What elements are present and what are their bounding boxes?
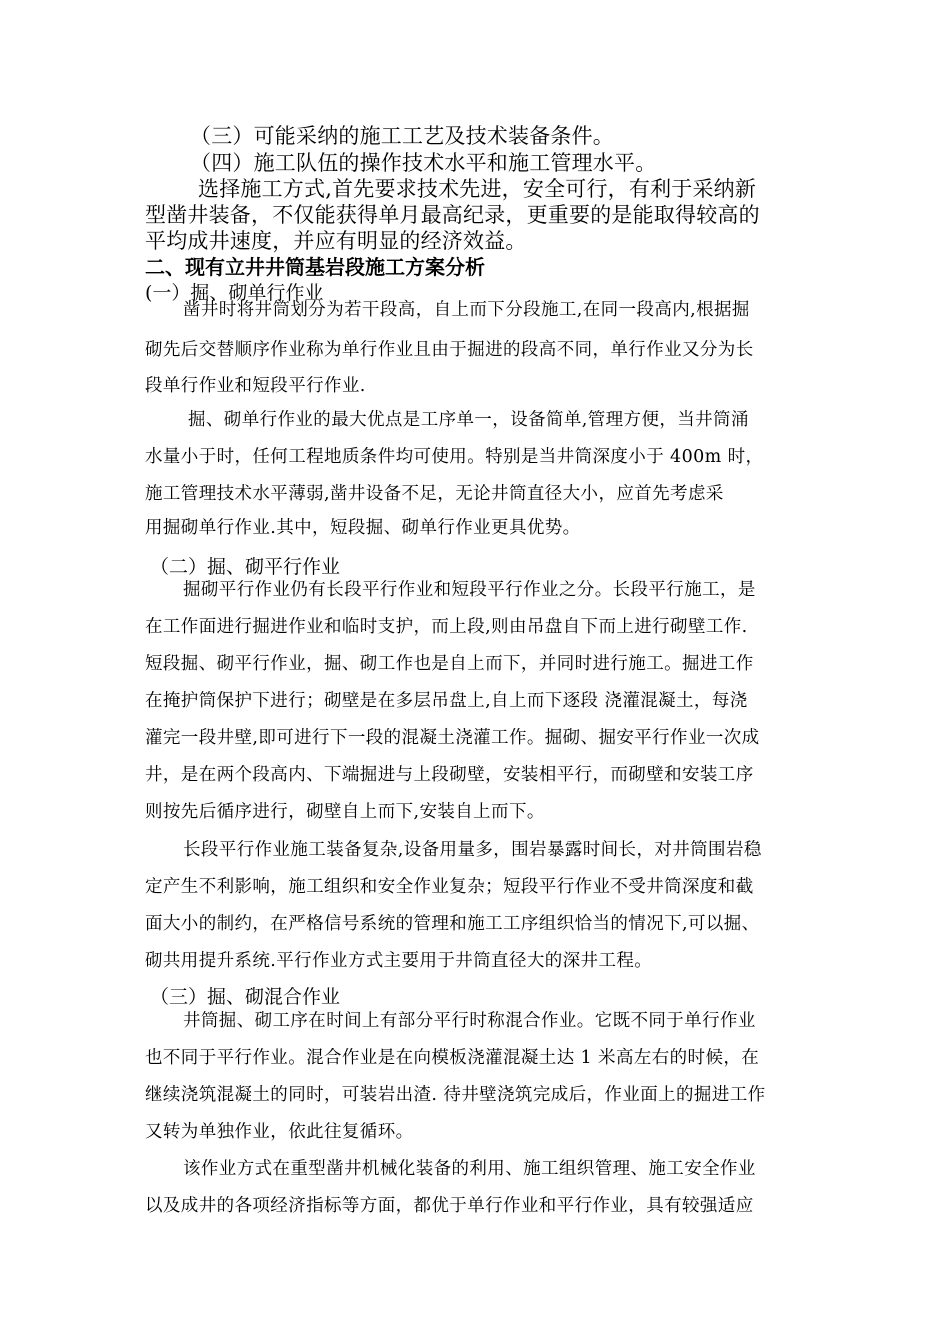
- paragraph-line: 也不同于平行作业。混合作业是在向模板浇灌混凝土达 1 米高左右的时候，在: [145, 1048, 760, 1068]
- paragraph-line: 短段掘、砌平行作业，掘、砌工作也是自上而下，并同时进行施工。掘进工作: [145, 654, 754, 674]
- list-item-three: （三）可能采纳的施工工艺及技术装备条件。: [190, 124, 614, 148]
- paragraph-line: 砌共用提升系统.平行作业方式主要用于井筒直径大的深井工程。: [145, 951, 653, 971]
- paragraph-line: 型凿井装备，不仅能获得单月最高纪录，更重要的是能取得较高的: [145, 203, 760, 227]
- paragraph-line: 施工管理技术水平薄弱,凿井设备不足，无论井筒直径大小，应首先考虑采: [145, 484, 724, 504]
- paragraph-line: 段单行作业和短段平行作业.: [145, 376, 366, 396]
- subsection-heading-3: （三）掘、砌混合作业: [150, 986, 341, 1008]
- paragraph-line: 选择施工方式,首先要求技术先进，安全可行，有利于采纳新: [198, 177, 757, 201]
- paragraph-line: 在掩护筒保护下进行；砌壁是在多层吊盘上,自上而下逐段 浇灌混凝土，每浇: [145, 691, 748, 711]
- paragraph-line: 掘、砌单行作业的最大优点是工序单一，设备简单,管理方便，当井筒涌: [188, 410, 749, 430]
- paragraph-line: 面大小的制约，在严格信号系统的管理和施工工序组织恰当的情况下,可以掘、: [145, 914, 760, 934]
- paragraph-line: 井筒掘、砌工序在时间上有部分平行时称混合作业。它既不同于单行作业: [183, 1011, 756, 1031]
- paragraph-line: 则按先后循序进行，砌壁自上而下,安装自上而下。: [145, 802, 545, 822]
- list-item-four: （四）施工队伍的操作技术水平和施工管理水平。: [190, 151, 657, 175]
- subsection-heading-2: （二）掘、砌平行作业: [150, 556, 341, 578]
- paragraph-line: 凿井时将井筒划分为若干段高，自上而下分段施工,在同一段高内,根据掘: [183, 300, 750, 320]
- paragraph-line: 长段平行作业施工装备复杂,设备用量多，围岩暴露时间长，对井筒围岩稳: [183, 840, 762, 860]
- paragraph-line: 又转为单独作业，依此往复循环。: [145, 1122, 414, 1142]
- paragraph-line: 水量小于时，任何工程地质条件均可使用。特别是当井筒深度小于 400m 时，: [145, 447, 764, 467]
- paragraph-line: 在工作面进行掘进作业和临时支护，而上段,则由吊盘自下而上进行砌壁工作.: [145, 617, 748, 637]
- paragraph-line: 砌先后交替顺序作业称为单行作业且由于掘进的段高不同，单行作业又分为长: [145, 340, 754, 360]
- paragraph-line: 继续浇筑混凝土的同时，可装岩出渣. 待井壁浇筑完成后，作业面上的掘进工作: [145, 1085, 766, 1105]
- paragraph-line: 定产生不利影响，施工组织和安全作业复杂；短段平行作业不受井筒深度和截: [145, 877, 754, 897]
- paragraph-line: 该作业方式在重型凿井机械化装备的利用、施工组织管理、施工安全作业: [183, 1159, 756, 1179]
- paragraph-line: 掘砌平行作业仍有长段平行作业和短段平行作业之分。长段平行施工，是: [183, 580, 756, 600]
- paragraph-line: 用掘砌单行作业.其中，短段掘、砌单行作业更具优势。: [145, 518, 581, 538]
- paragraph-line: 以及成井的各项经济指标等方面，都优于单行作业和平行作业，具有较强适应: [145, 1196, 754, 1216]
- paragraph-line: 平均成井速度，并应有明显的经济效益。: [145, 229, 527, 253]
- subsection-heading-1: (一）掘、砌单行作业: [145, 282, 324, 304]
- paragraph-line: 井，是在两个段高内、下端掘进与上段砌壁，安装相平行，而砌壁和安装工序: [145, 765, 754, 785]
- section-heading-2: 二、现有立井井筒基岩段施工方案分析: [145, 255, 485, 279]
- paragraph-line: 灌完一段井壁,即可进行下一段的混凝土浇灌工作。掘砌、掘安平行作业一次成: [145, 728, 760, 748]
